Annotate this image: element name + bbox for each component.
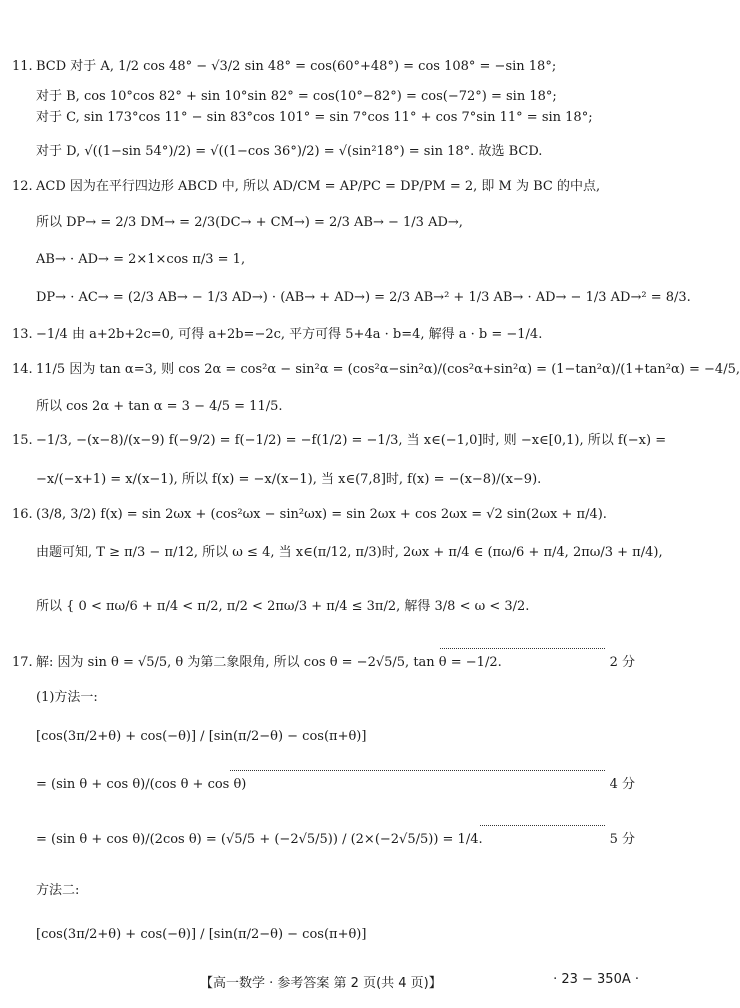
q17-score-1: 2 分	[609, 655, 635, 670]
q16-text-2: 由题可知, T ≥ π/3 − π/12, 所以 ω ≤ 4, 当 x∈(π/12, π/3)时, 2ωx + π/4 ∈ (πω/6 + π/4, 2πω/3 + π/4),	[36, 545, 663, 560]
q17-line4	[0, 770, 653, 800]
page-footer	[0, 968, 653, 992]
q11-text-3: 对于 C, sin 173°cos 11° − sin 83°cos 101° = sin 7°cos 11° + cos 7°sin 11° = sin 18°;	[36, 110, 593, 125]
q11-number: 11.	[12, 59, 33, 74]
q15-line1	[0, 426, 667, 456]
q17-dots-2	[230, 770, 605, 771]
footer-code: · 23 − 350A ·	[553, 972, 639, 987]
q17-score-3: 5 分	[609, 832, 635, 847]
q17-text-2: (1)方法一:	[36, 690, 98, 705]
q15-text-2: −x/(−x+1) = x/(x−1), 所以 f(x) = −x/(x−1), 当 x∈(7,8]时, f(x) = −(x−8)/(x−9).	[36, 472, 542, 487]
q17-dots-3	[480, 825, 605, 826]
q12-line2	[0, 208, 653, 238]
q15-text-1: −1/3, −(x−8)/(x−9) f(−9/2) = f(−1/2) = −f(1/2) = −1/3, 当 x∈(−1,0]时, 则 −x∈[0,1), 所以 f(−x) =	[36, 433, 667, 448]
q17-text-7: [cos(3π/2+θ) + cos(−θ)] / [sin(π/2−θ) − cos(π+θ)]	[36, 927, 367, 942]
q13-number: 13.	[12, 327, 33, 342]
q17-text-1: 解: 因为 sin θ = √5/5, θ 为第二象限角, 所以 cos θ = −2√5/5, tan θ = −1/2.	[36, 655, 502, 670]
q13-line1	[0, 320, 653, 350]
q14-text-1: 11/5 因为 tan α=3, 则 cos 2α = cos²α − sin²α = (cos²α−sin²α)/(cos²α+sin²α) = (1−tan²α)/(1+tan²α) = −4/5,	[36, 362, 740, 377]
q17-number: 17.	[12, 655, 33, 670]
q17-text-5: = (sin θ + cos θ)/(2cos θ) = (√5/5 + (−2√5/5)) / (2×(−2√5/5)) = 1/4.	[36, 832, 483, 847]
q15-number: 15.	[12, 433, 33, 448]
q17-line5	[0, 825, 653, 855]
footer-center: 【高一数学 · 参考答案 第 2 页(共 4 页)】	[200, 976, 442, 991]
q16-line2	[0, 538, 663, 568]
q17-score-2: 4 分	[609, 777, 635, 792]
q17-dots-1	[440, 648, 605, 649]
q17-text-4: = (sin θ + cos θ)/(cos θ + cos θ)	[36, 777, 247, 792]
q11-line4	[0, 137, 653, 167]
q16-line3	[0, 592, 653, 622]
q16-number: 16.	[12, 507, 33, 522]
q12-text-4: DP→ · AC→ = (2/3 AB→ − 1/3 AD→) · (AB→ + AD→) = 2/3 AB→² + 1/3 AB→ · AD→ − 1/3 AD→² = 8/3.	[36, 290, 691, 305]
q17-line7	[0, 920, 653, 950]
q17-line1	[0, 648, 653, 678]
q12-line3	[0, 245, 653, 275]
q17-text-6: 方法二:	[36, 883, 80, 898]
q14-text-2: 所以 cos 2α + tan α = 3 − 4/5 = 11/5.	[36, 399, 283, 414]
q14-line2	[0, 392, 653, 422]
q11-text-4: 对于 D, √((1−sin 54°)/2) = √((1−cos 36°)/2) = √(sin²18°) = sin 18°. 故选 BCD.	[36, 144, 543, 159]
q17-line6	[0, 876, 653, 906]
q12-text-1: ACD 因为在平行四边形 ABCD 中, 所以 AD/CM = AP/PC = DP/PM = 2, 即 M 为 BC 的中点,	[36, 179, 601, 194]
q12-line1	[0, 172, 653, 202]
q15-line2	[0, 465, 653, 495]
q17-line3	[0, 722, 653, 752]
q13-text-1: −1/4 由 a+2b+2c=0, 可得 a+2b=−2c, 平方可得 5+4a · b=4, 解得 a · b = −1/4.	[36, 327, 543, 342]
q11-line3	[0, 103, 653, 133]
q12-text-2: 所以 DP→ = 2/3 DM→ = 2/3(DC→ + CM→) = 2/3 AB→ − 1/3 AD→,	[36, 215, 463, 230]
q16-text-1: (3/8, 3/2) f(x) = sin 2ωx + (cos²ωx − sin²ωx) = sin 2ωx + cos 2ωx = √2 sin(2ωx + π/4).	[36, 507, 607, 522]
q14-line1	[0, 355, 740, 385]
q17-text-3: [cos(3π/2+θ) + cos(−θ)] / [sin(π/2−θ) − cos(π+θ)]	[36, 729, 367, 744]
q12-number: 12.	[12, 179, 33, 194]
q11-line1	[0, 52, 653, 82]
q11-text-1: BCD 对于 A, 1/2 cos 48° − √3/2 sin 48° = cos(60°+48°) = cos 108° = −sin 18°;	[36, 59, 557, 74]
q11-text-2: 对于 B, cos 10°cos 82° + sin 10°sin 82° = cos(10°−82°) = cos(−72°) = sin 18°;	[36, 89, 557, 104]
q12-line4	[0, 283, 691, 313]
q16-text-3: 所以 { 0 < πω/6 + π/4 < π/2, π/2 < 2πω/3 + π/4 ≤ 3π/2, 解得 3/8 < ω < 3/2.	[36, 599, 530, 614]
q12-text-3: AB→ · AD→ = 2×1×cos π/3 = 1,	[36, 252, 246, 267]
q16-line1	[0, 500, 653, 530]
q14-number: 14.	[12, 362, 33, 377]
q17-line2	[0, 683, 653, 713]
